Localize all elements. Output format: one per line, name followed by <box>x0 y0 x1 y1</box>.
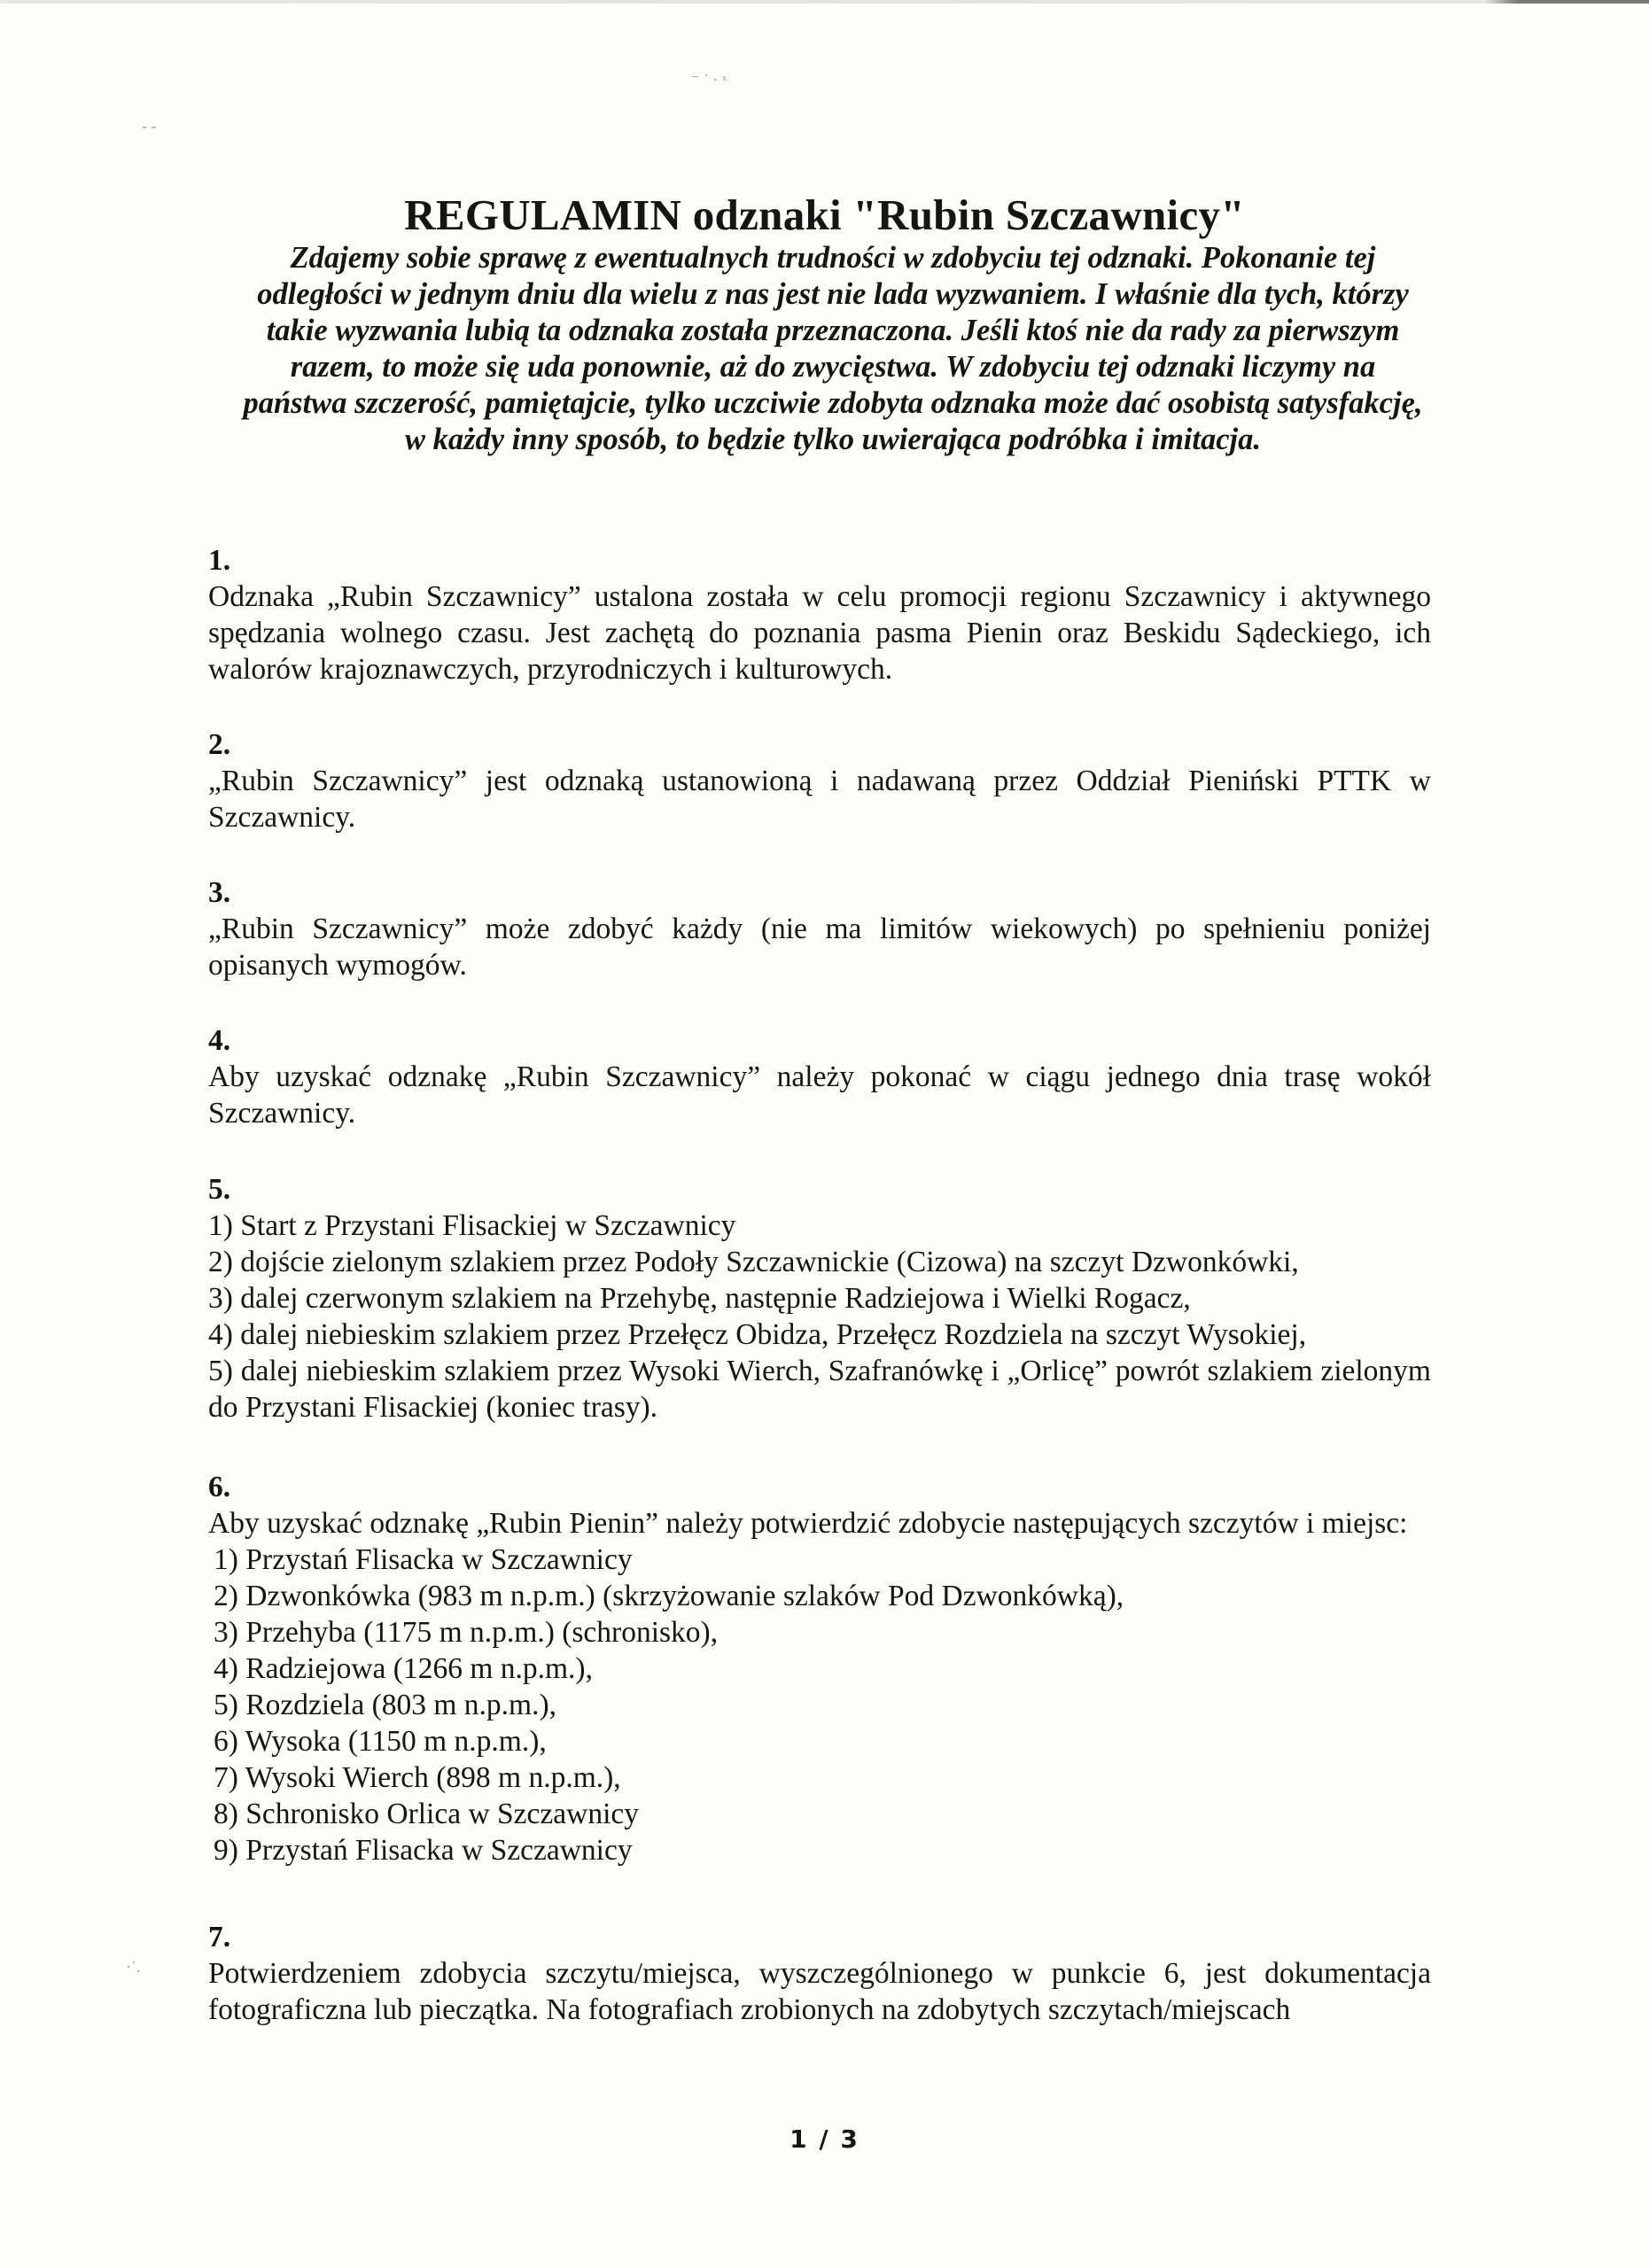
section-1 <box>208 542 1431 687</box>
section-number: 5. <box>208 1173 231 1206</box>
section-6 <box>208 1469 1431 1868</box>
section-text: Potwierdzeniem zdobycia szczytu/miejsca, wyszczególnionego w punkcie 6, jest dokumentacja fotograficzna lub pieczątka. Na fotografiach zrobionych na zdobytych szczytach/miejscach <box>208 1957 1431 2026</box>
section-text: Aby uzyskać odznakę „Rubin Pienin” należy potwierdzić zdobycie następujących szczytów i miejsc: <box>208 1507 1408 1540</box>
section-text: „Rubin Szczawnicy” jest odznaką ustanowioną i nadawaną przez Oddział Pieniński PTTK w Szczawnicy. <box>208 765 1431 834</box>
section-number: 4. <box>208 1024 231 1057</box>
section-3 <box>208 874 1431 983</box>
list-item: 2) dojście zielonym szlakiem przez Podoły Szczawnickie (Cizowa) na szczyt Dzwonkówki, <box>208 1246 1299 1278</box>
section-4 <box>208 1022 1431 1131</box>
list-item: 4) dalej niebieskim szlakiem przez Przełęcz Obidza, Przełęcz Rozdziela na szczyt Wysokiej, <box>208 1318 1307 1351</box>
list-item: 1) Start z Przystani Flisackiej w Szczawnicy <box>208 1209 736 1242</box>
section-number: 2. <box>208 728 231 761</box>
page-number: 1 / 3 <box>789 2124 860 2154</box>
list-item: 9) Przystań Flisacka w Szczawnicy <box>214 1834 633 1867</box>
list-item: 3) Przehyba (1175 m n.p.m.) (schronisko), <box>214 1616 719 1649</box>
list-item: 3) dalej czerwonym szlakiem na Przehybę, następnie Radziejowa i Wielki Rogacz, <box>208 1282 1191 1315</box>
section-number: 7. <box>208 1921 231 1953</box>
section-number: 3. <box>208 876 231 909</box>
document-title: REGULAMIN odznaki "Rubin Szczawnicy" <box>404 190 1245 239</box>
scan-edge-artifact <box>0 0 1649 4</box>
checkpoint-list <box>208 1542 1431 1868</box>
scan-speck: ·˙. <box>126 1958 141 1976</box>
section-text: Odznaka „Rubin Szczawnicy” ustalona została w celu promocji regionu Szczawnicy i aktywnego spędzania wolnego czasu. Jest zachętą do poznania pasma Pienin oraz Beskidu Sądeckiego, ich walorów krajoznawczych, przyrodniczych i kulturowych. <box>208 580 1431 686</box>
list-item: 7) Wysoki Wierch (898 m n.p.m.), <box>214 1761 621 1794</box>
section-text: Aby uzyskać odznakę „Rubin Szczawnicy” należy pokonać w ciągu jednego dnia trasę wokół Szczawnicy. <box>208 1060 1431 1130</box>
section-text: „Rubin Szczawnicy” może zdobyć każdy (nie ma limitów wiekowych) po spełnieniu poniżej opisanych wymogów. <box>208 913 1431 982</box>
section-7 <box>208 1919 1431 2028</box>
scan-speck: ⁻ ˙ · ˣ <box>691 71 727 89</box>
list-item: 5) Rozdziela (803 m n.p.m.), <box>214 1689 557 1721</box>
list-item: 2) Dzwonkówka (983 m n.p.m.) (skrzyżowanie szlaków Pod Dzwonkówką), <box>214 1580 1124 1612</box>
scan-speck: - - <box>142 117 157 135</box>
route-list <box>208 1208 1431 1425</box>
list-item: 6) Wysoka (1150 m n.p.m.), <box>214 1725 547 1758</box>
section-5 <box>208 1171 1431 1425</box>
section-number: 1. <box>208 544 231 577</box>
section-number: 6. <box>208 1471 231 1503</box>
section-2 <box>208 726 1431 835</box>
list-item: 4) Radziejowa (1266 m n.p.m.), <box>214 1652 593 1685</box>
list-item: 1) Przystań Flisacka w Szczawnicy <box>214 1543 633 1576</box>
list-item: 5) dalej niebieskim szlakiem przez Wysoki Wierch, Szafranówkę i „Orlicę” powrót szlakiem zielonym do Przystani Flisackiej (koniec trasy). <box>208 1355 1431 1424</box>
intro-paragraph: Zdajemy sobie sprawę z ewentualnych trudności w zdobyciu tej odznaki. Pokonanie tej odległości w jednym dniu dla wielu z nas jest nie lada wyzwaniem. I właśnie dla tych, którzy takie wyzwania lubią ta odznaka została przeznaczona. Jeśli ktoś nie da rady za pierwszym razem, to może się uda ponownie, aż do zwycięstwa. W zdobyciu tej odznaki liczymy na państwa szczerość, pamiętajcie, tylko uczciwie zdobyta odznaka może dać osobistą satysfakcję, w każdy inny sposób, to będzie tylko uwierająca podróbka i imitacja. <box>243 241 1423 456</box>
list-item: 8) Schronisko Orlica w Szczawnicy <box>214 1798 640 1830</box>
